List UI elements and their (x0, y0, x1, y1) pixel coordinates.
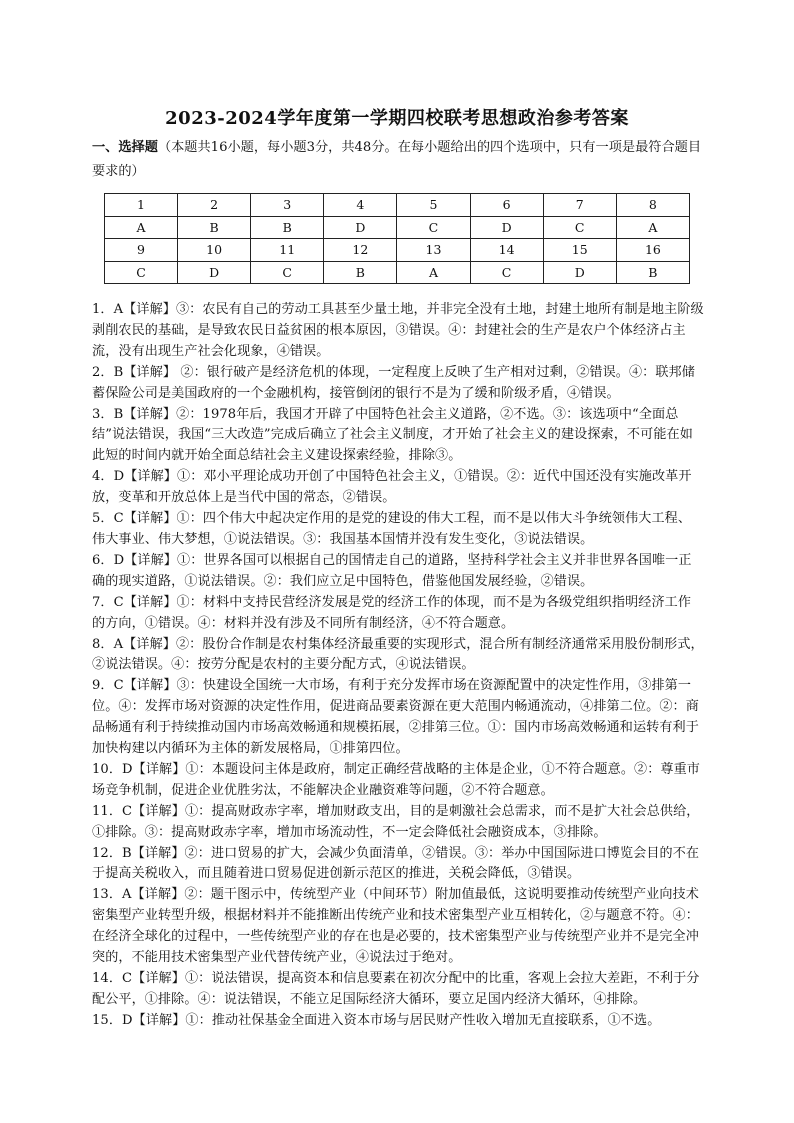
explanation-item: 3．B【详解】②：1978年后，我国才开辟了中国特色社会主义道路，②不选。③：该选项中“全面总结”说法错误，我国“三大改造”完成后确立了社会主义制度，才开始了社会主义的建设探索，不可能在如此短的时间内就开始全面总结社会主义建设探索经验，排除③。 (92, 406, 693, 464)
table-cell: C (470, 261, 543, 284)
table-cell: 6 (470, 194, 543, 217)
page-title: 2023-2024学年度第一学期四校联考思想政治参考答案 (165, 108, 629, 129)
explanation-item: 13．A【详解】②：题干图示中，传统型产业（中间环节）附加值最低，这说明要推动传统型产业向技术密集型产业转型升级，根据材料并不能推断出传统产业和技术密集型产业互相转化，②与题意不符。④：在经济全球化的过程中，一些传统型产业的存在也是必要的，技术密集型产业与传统型产业并不是完全冲突的，不能用技术密集型产业代替传统产业，④说法过于绝对。 (92, 887, 699, 966)
explanation-item: 10．D【详解】①：本题设问主体是政府，制定正确经营战略的主体是企业，①不符合题意。②：尊重市场竞争机制，促进企业优胜劣汰，不能解决企业融资难等问题，②不符合题意。 (92, 761, 700, 798)
table-cell: A (616, 216, 689, 239)
table-cell: 16 (616, 239, 689, 262)
explanation-item: 1．A【详解】③：农民有自己的劳动工具甚至少量土地，并非完全没有土地，封建土地所有制是地主阶级剥削农民的基础，是导致农民日益贫困的根本原因，③错误。④：封建社会的生产是农户个体经济占主流，没有出现生产社会化现象，④错误。 (92, 302, 704, 359)
explanation-item: 7．C【详解】①：材料中支持民营经济发展是党的经济工作的体现，而不是为各级党组织指明经济工作的方向，①错误。④：材料并没有涉及不同所有制经济，④不符合题意。 (92, 594, 692, 631)
table-cell: D (543, 261, 616, 284)
explanation-item: 15．D【详解】①：推动社保基金全面进入资本市场与居民财产性收入增加无直接联系，①不选。 (92, 1012, 661, 1028)
table-cell: B (324, 261, 397, 284)
explanation-item: 9．C【详解】③：快建设全国统一大市场，有利于充分发挥市场在资源配置中的决定性作用，③排第一位。④：发挥市场对资源的决定性作用，促进商品要素资源在更大范围内畅通流动，④排第二位。②：商品畅通有利于持续推动国内市场高效畅通和规模拓展，②排第三位。①：国内市场高效畅通和运转有利于加快构建以内循环为主体的新发展格局，①排第四位。 (92, 678, 699, 757)
explanation-item: 5．C【详解】①：四个伟大中起决定作用的是党的建设的伟大工程，而不是以伟大斗争统领伟大工程、伟大事业、伟大梦想，①说法错误。③：我国基本国情并没有发生变化，③说法错误。 (92, 511, 692, 547)
table-row (105, 261, 690, 284)
table-cell: A (105, 216, 178, 239)
table-cell: 1 (105, 194, 178, 217)
table-cell: 7 (543, 194, 616, 217)
table-cell: 11 (251, 239, 324, 262)
table-row (105, 194, 690, 217)
table-cell: D (470, 216, 543, 239)
table-cell: 15 (543, 239, 616, 262)
answer-table (104, 193, 690, 284)
table-cell: 5 (397, 194, 470, 217)
section-heading: 一、选择题 (92, 140, 158, 155)
table-cell: 14 (470, 239, 543, 262)
explanations (92, 300, 704, 1032)
table-cell: C (543, 216, 616, 239)
table-cell: D (178, 261, 251, 284)
table-cell: D (324, 216, 397, 239)
table-cell: 12 (324, 239, 397, 262)
explanation-item: 6．D【详解】①：世界各国可以根据自己的国情走自己的道路，坚持科学社会主义并非世界各国唯一正确的现实道路，①说法错误。②：我们应立足中国特色，借鉴他国发展经验，②错误。 (92, 552, 692, 589)
table-cell: 10 (178, 239, 251, 262)
table-cell: 2 (178, 194, 251, 217)
explanation-item: 11．C【详解】①：提高财政赤字率，增加财政支出，目的是刺激社会总需求，而不是扩大社会总供给，①排除。③：提高财政赤字率，增加市场流动性，不一定会降低社会融资成本，③排除。 (92, 803, 700, 840)
table-cell: 9 (105, 239, 178, 262)
section-intro (92, 136, 712, 184)
table-row (105, 239, 690, 262)
table-cell: 8 (616, 194, 689, 217)
explanation-item: 8．A【详解】②：股份合作制是农村集体经济最重要的实现形式，混合所有制经济通常采用股份制形式，②说法错误。④：按劳分配是农村的主要分配方式，④说法错误。 (92, 636, 704, 673)
table-row (105, 216, 690, 239)
explanation-item: 2．B【详解】 ②：银行破产是经济危机的体现，一定程度上反映了生产相对过剩，②错误。④：联邦储蓄保险公司是美国政府的一个金融机构，接管倒闭的银行不是为了缓和阶级矛盾，④错误。 (92, 364, 695, 401)
table-cell: C (251, 261, 324, 284)
explanation-item: 4．D【详解】①：邓小平理论成功开创了中国特色社会主义，①错误。②：近代中国还没有实施改革开放，变革和开放总体上是当代中国的常态，②错误。 (92, 469, 692, 506)
table-cell: B (178, 216, 251, 239)
section-description: （本题共16小题，每小题3分，共48分。在每小题给出的四个选项中，只有一项是最符合题目要求的） (92, 140, 702, 179)
table-cell: C (397, 216, 470, 239)
explanation-item: 12．B【详解】②：进口贸易的扩大，会减少负面清单，②错误。③：举办中国国际进口博览会目的不在于提高关税收入，而且随着进口贸易促进创新示范区的推进，关税会降低，③错误。 (92, 845, 700, 882)
table-cell: C (105, 261, 178, 284)
table-cell: A (397, 261, 470, 284)
table-cell: 4 (324, 194, 397, 217)
table-cell: B (251, 216, 324, 239)
table-cell: B (616, 261, 689, 284)
table-cell: 3 (251, 194, 324, 217)
explanation-item: 14．C【详解】①：说法错误，提高资本和信息要素在初次分配中的比重，客观上会拉大差距，不利于分配公平，①排除。④：说法错误，不能立足国际经济大循环，要立足国内经济大循环，④排除。 (92, 971, 700, 1007)
table-cell: 13 (397, 239, 470, 262)
